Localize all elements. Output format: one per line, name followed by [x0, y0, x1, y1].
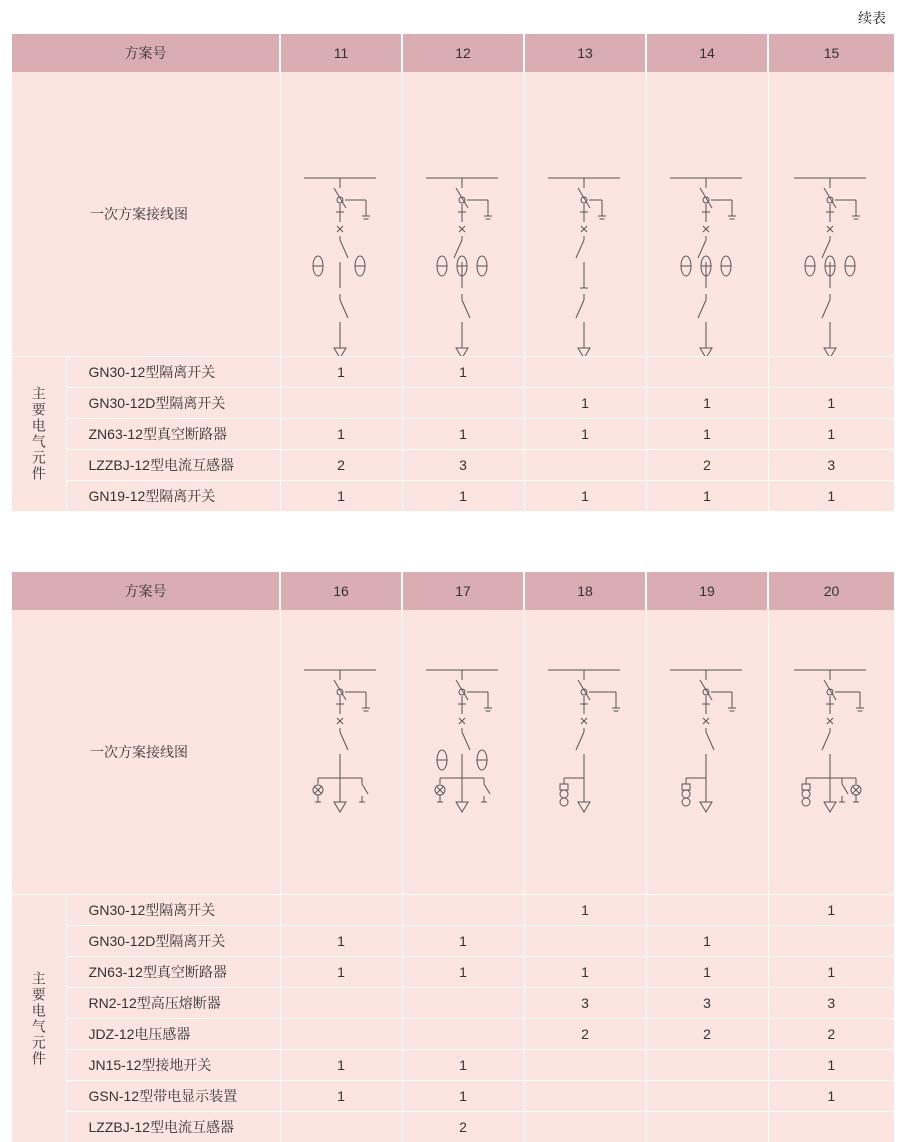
component-quantity	[280, 1112, 402, 1142]
scheme-number: 16	[280, 572, 402, 610]
wiring-diagram-11	[280, 72, 402, 357]
component-quantity: 1	[768, 481, 894, 512]
wiring-diagram-13	[524, 72, 646, 357]
component-quantity: 1	[280, 1050, 402, 1081]
wiring-diagram-icon	[776, 610, 886, 894]
component-quantity	[524, 357, 646, 388]
component-quantity: 1	[402, 957, 524, 988]
component-quantity: 1	[280, 926, 402, 957]
wiring-diagram-19	[646, 610, 768, 895]
wiring-diagram-14	[646, 72, 768, 357]
component-quantity	[524, 1050, 646, 1081]
wiring-diagram-icon	[776, 72, 886, 356]
component-quantity	[524, 1081, 646, 1112]
component-quantity	[768, 1112, 894, 1142]
component-quantity: 1	[280, 1081, 402, 1112]
group-label: 主要电气元件	[12, 895, 66, 1142]
wiring-diagram-15	[768, 72, 894, 357]
component-quantity: 3	[768, 988, 894, 1019]
wiring-diagram-18	[524, 610, 646, 895]
scheme-number: 13	[524, 34, 646, 72]
header-row	[12, 34, 894, 72]
wiring-diagram-icon	[530, 610, 640, 894]
component-quantity	[280, 895, 402, 926]
component-row	[12, 388, 894, 419]
component-name: ZN63-12型真空断路器	[66, 957, 280, 988]
component-name: GN30-12D型隔离开关	[66, 388, 280, 419]
component-quantity: 2	[646, 1019, 768, 1050]
component-quantity	[646, 1050, 768, 1081]
scheme-number: 14	[646, 34, 768, 72]
component-quantity: 1	[524, 388, 646, 419]
component-quantity: 1	[280, 957, 402, 988]
component-row	[12, 357, 894, 388]
component-quantity: 1	[768, 895, 894, 926]
scheme-number: 19	[646, 572, 768, 610]
component-quantity	[402, 895, 524, 926]
component-row	[12, 926, 894, 957]
scheme-table-2	[12, 572, 894, 1142]
component-row	[12, 988, 894, 1019]
component-quantity: 3	[768, 450, 894, 481]
component-rows	[12, 357, 894, 512]
wiring-diagram-icon	[286, 610, 396, 894]
component-quantity: 1	[524, 957, 646, 988]
component-quantity: 3	[402, 450, 524, 481]
component-row	[12, 481, 894, 512]
component-quantity	[768, 926, 894, 957]
component-quantity: 1	[646, 926, 768, 957]
component-name: LZZBJ-12型电流互感器	[66, 450, 280, 481]
wiring-diagram-icon	[286, 72, 396, 356]
component-quantity: 1	[402, 1081, 524, 1112]
wiring-diagram-16	[280, 610, 402, 895]
header-label: 方案号	[12, 572, 280, 610]
component-quantity	[646, 895, 768, 926]
component-quantity	[646, 1112, 768, 1142]
scheme-number: 20	[768, 572, 894, 610]
component-quantity: 1	[524, 419, 646, 450]
component-quantity: 1	[646, 419, 768, 450]
component-quantity: 3	[524, 988, 646, 1019]
component-name: RN2-12型高压熔断器	[66, 988, 280, 1019]
wiring-diagram-icon	[530, 72, 640, 356]
component-quantity	[402, 388, 524, 419]
component-name: JDZ-12电压感器	[66, 1019, 280, 1050]
component-quantity: 1	[768, 1050, 894, 1081]
component-quantity: 1	[768, 1081, 894, 1112]
component-name: GN30-12D型隔离开关	[66, 926, 280, 957]
component-name: GN30-12型隔离开关	[66, 895, 280, 926]
component-quantity: 1	[402, 419, 524, 450]
component-quantity: 1	[280, 419, 402, 450]
wiring-diagram-icon	[652, 72, 762, 356]
wiring-diagram-icon	[652, 610, 762, 894]
wiring-diagram-icon	[408, 72, 518, 356]
component-quantity: 1	[402, 1050, 524, 1081]
component-name: LZZBJ-12型电流互感器	[66, 1112, 280, 1142]
scheme-number: 18	[524, 572, 646, 610]
component-quantity: 1	[768, 388, 894, 419]
component-name: GSN-12型带电显示装置	[66, 1081, 280, 1112]
component-quantity: 1	[402, 481, 524, 512]
component-row	[12, 419, 894, 450]
component-quantity	[524, 926, 646, 957]
component-row	[12, 1050, 894, 1081]
component-quantity: 1	[768, 419, 894, 450]
diagram-row	[12, 610, 894, 895]
group-label: 主要电气元件	[12, 357, 66, 512]
component-row	[12, 450, 894, 481]
component-row	[12, 957, 894, 988]
component-quantity: 2	[402, 1112, 524, 1142]
component-quantity	[402, 988, 524, 1019]
component-name: GN19-12型隔离开关	[66, 481, 280, 512]
component-row	[12, 1081, 894, 1112]
component-quantity: 1	[280, 357, 402, 388]
component-quantity	[646, 1081, 768, 1112]
scheme-number: 12	[402, 34, 524, 72]
component-quantity	[524, 1112, 646, 1142]
component-quantity: 2	[280, 450, 402, 481]
component-name: GN30-12型隔离开关	[66, 357, 280, 388]
component-quantity: 1	[402, 926, 524, 957]
wiring-diagram-17	[402, 610, 524, 895]
component-quantity	[646, 357, 768, 388]
component-quantity	[280, 1019, 402, 1050]
scheme-number: 17	[402, 572, 524, 610]
component-name: JN15-12型接地开关	[66, 1050, 280, 1081]
header-row	[12, 572, 894, 610]
component-name: ZN63-12型真空断路器	[66, 419, 280, 450]
component-quantity: 1	[524, 895, 646, 926]
component-quantity: 1	[524, 481, 646, 512]
component-quantity: 3	[646, 988, 768, 1019]
component-row	[12, 1112, 894, 1142]
component-quantity	[524, 450, 646, 481]
wiring-diagram-12	[402, 72, 524, 357]
diagram-row-label: 一次方案接线图	[12, 610, 280, 895]
scheme-number: 11	[280, 34, 402, 72]
component-quantity	[768, 357, 894, 388]
component-quantity	[280, 988, 402, 1019]
scheme-table-1	[12, 34, 894, 511]
wiring-diagram-icon	[408, 610, 518, 894]
component-quantity: 1	[646, 388, 768, 419]
component-quantity: 1	[646, 481, 768, 512]
component-quantity	[280, 388, 402, 419]
component-row	[12, 1019, 894, 1050]
scheme-number: 15	[768, 34, 894, 72]
component-row	[12, 895, 894, 926]
component-quantity: 1	[402, 357, 524, 388]
component-quantity: 1	[646, 957, 768, 988]
header-label: 方案号	[12, 34, 280, 72]
component-quantity: 2	[768, 1019, 894, 1050]
diagram-row-label: 一次方案接线图	[12, 72, 280, 357]
component-quantity: 2	[646, 450, 768, 481]
diagram-row	[12, 72, 894, 357]
component-quantity: 1	[280, 481, 402, 512]
component-quantity	[402, 1019, 524, 1050]
component-quantity: 1	[768, 957, 894, 988]
wiring-diagram-20	[768, 610, 894, 895]
component-quantity: 2	[524, 1019, 646, 1050]
continued-label: 续表	[858, 8, 886, 28]
component-rows	[12, 895, 894, 1142]
